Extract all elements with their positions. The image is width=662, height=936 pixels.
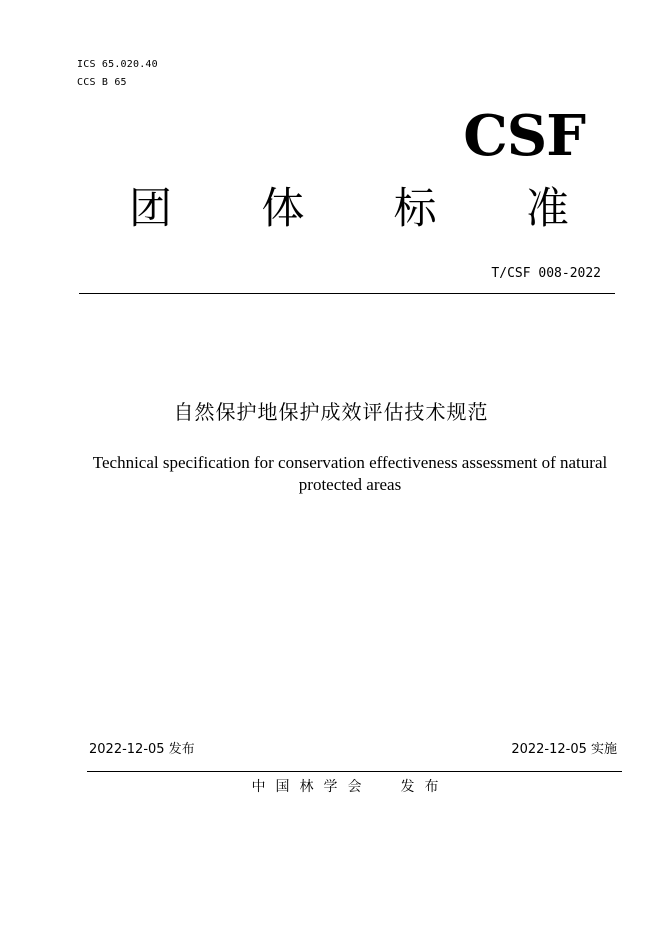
standard-type-char-1: 团 bbox=[129, 184, 172, 234]
implementation-date: 2022-12-05 实施 bbox=[511, 742, 617, 757]
footer-divider bbox=[87, 771, 622, 772]
csf-logo: CSF bbox=[463, 103, 585, 169]
ics-code: ICS 65.020.40 bbox=[77, 59, 158, 70]
standard-type-heading bbox=[129, 181, 569, 237]
publisher: 中国林学会 发布 bbox=[251, 779, 449, 795]
standard-type-char-4: 准 bbox=[525, 184, 569, 234]
ccs-code: CCS B 65 bbox=[77, 77, 127, 88]
title-chinese: 自然保护地保护成效评估技术规范 bbox=[173, 400, 489, 424]
standard-type-char-3: 标 bbox=[393, 184, 437, 234]
standard-type-char-2: 体 bbox=[261, 184, 305, 234]
release-date: 2022-12-05 发布 bbox=[89, 742, 195, 757]
title-english: Technical specification for conservation effectiveness assessment of natural protected areas bbox=[92, 453, 608, 494]
standard-number: T/CSF 008-2022 bbox=[491, 266, 601, 281]
header-divider bbox=[79, 293, 615, 294]
